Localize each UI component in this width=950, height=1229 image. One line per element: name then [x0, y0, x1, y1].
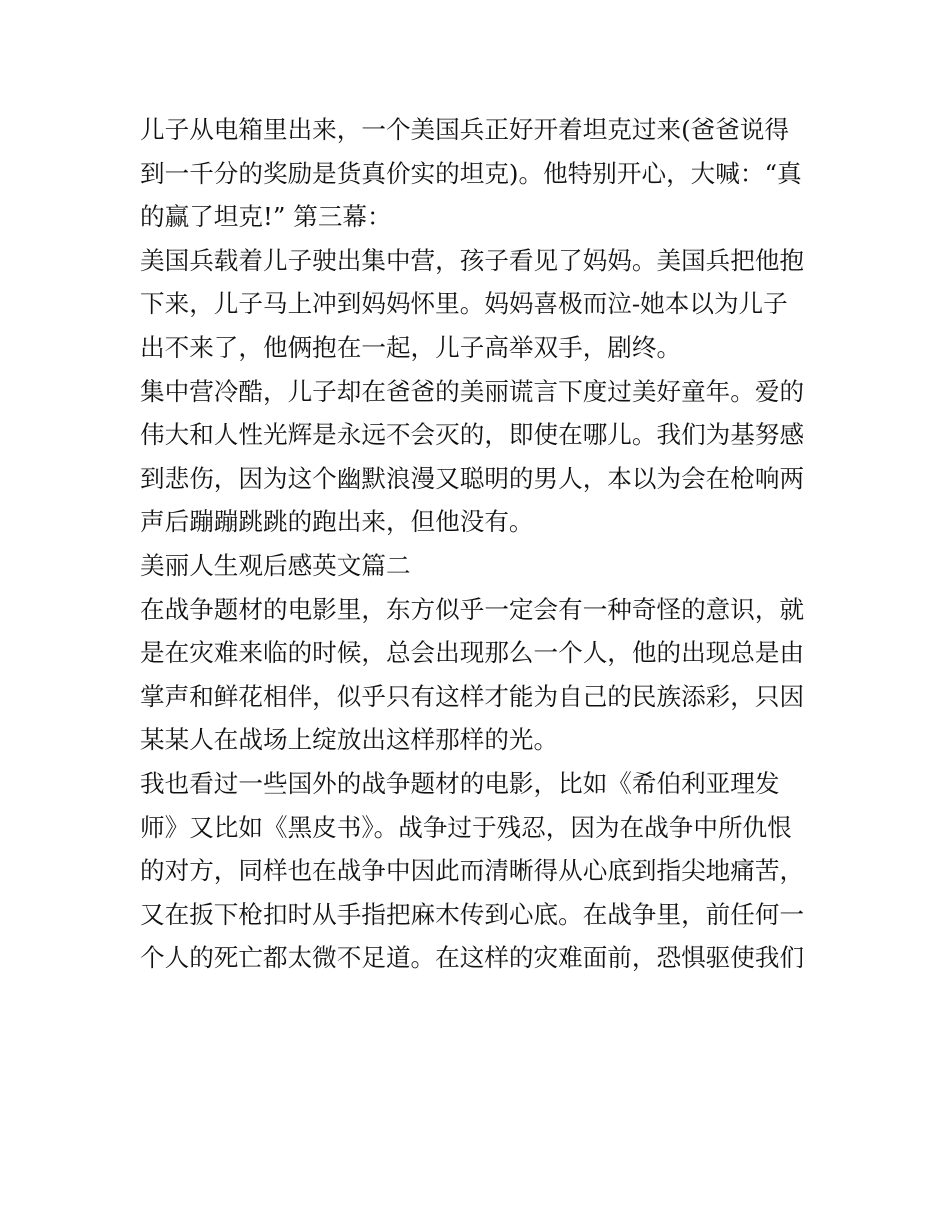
text-line: 的对方，同样也在战争中因此而清晰得从心底到指尖地痛苦，	[140, 856, 805, 886]
text-line: 又在扳下枪扣时从手指把麻木传到心底。在战争里，前任何一	[140, 899, 805, 929]
text-line: 某某人在战场上绽放出这样那样的光。	[140, 725, 559, 755]
text-line: 的赢了坦克!” 第三幕：	[140, 202, 392, 232]
text-line: 下来，儿子马上冲到妈妈怀里。妈妈喜极而泣-她本以为儿子	[140, 289, 788, 319]
text-line: 到一千分的奖励是货真价实的坦克)。他特别开心，大喊：“真	[140, 158, 802, 188]
text-line: 到悲伤，因为这个幽默浪漫又聪明的男人，本以为会在枪响两	[140, 463, 805, 493]
text-line: 声后蹦蹦跳跳的跑出来，但他没有。	[140, 507, 534, 537]
text-line: 儿子从电箱里出来，一个美国兵正好开着坦克过来(爸爸说得	[140, 115, 790, 144]
text-line: 师》又比如《黑皮书》。战争过于残忍，因为在战争中所仇恨	[140, 812, 792, 842]
text-line: 出不来了，他俩抱在一起，儿子高举双手，剧终。	[140, 332, 682, 362]
text-line: 是在灾难来临的时候，总会出现那么一个人，他的出现总是由	[140, 638, 805, 668]
section-heading: 美丽人生观后感英文篇二	[140, 550, 411, 580]
text-line: 集中营冷酷，儿子却在爸爸的美丽谎言下度过美好童年。爱的	[140, 376, 805, 406]
text-line: 个人的死亡都太微不足道。在这样的灾难面前，恐惧驱使我们	[140, 943, 805, 973]
text-line: 美国兵载着儿子驶出集中营，孩子看见了妈妈。美国兵把他抱	[140, 245, 805, 275]
text-line: 伟大和人性光辉是永远不会灭的，即使在哪儿。我们为基努感	[140, 420, 805, 450]
body-text	[140, 108, 820, 980]
text-line: 掌声和鲜花相伴，似乎只有这样才能为自己的民族添彩，只因	[140, 681, 805, 711]
text-line: 我也看过一些国外的战争题材的电影，比如《希伯利亚理发	[140, 768, 780, 798]
text-line: 在战争题材的电影里，东方似乎一定会有一种奇怪的意识，就	[140, 594, 805, 624]
